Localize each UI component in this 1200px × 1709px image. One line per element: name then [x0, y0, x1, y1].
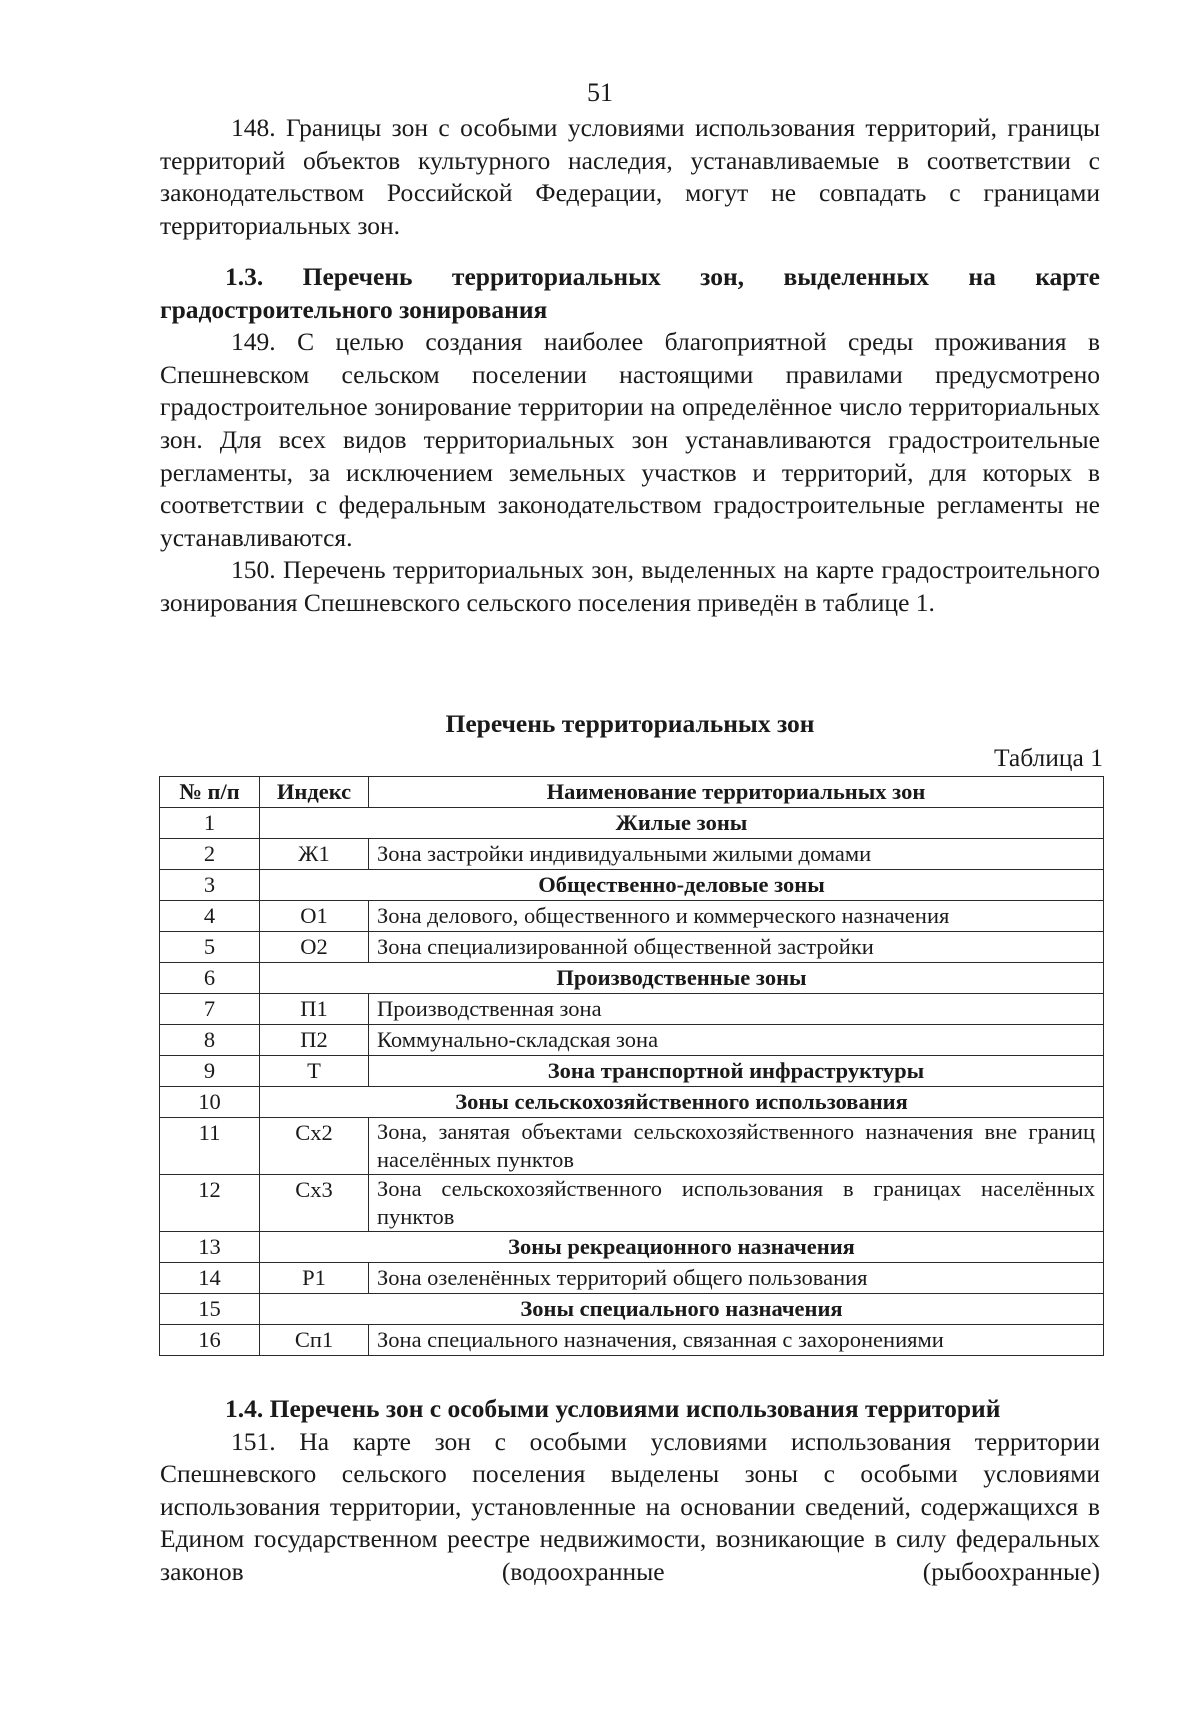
zone-index: Ж1 — [260, 839, 369, 870]
table-row — [160, 1263, 1104, 1294]
header-zone-name: Наименование территориальных зон — [369, 777, 1104, 808]
zone-index: Сх3 — [260, 1175, 369, 1232]
page-number: 51 — [587, 78, 613, 107]
heading-section-1-4: 1.4. Перечень зон с особыми условиями использования территорий — [225, 1394, 1001, 1423]
table-row — [160, 994, 1104, 1025]
table-row — [160, 1056, 1104, 1087]
paragraph-149: 149. С целью создания наиболее благоприятной среды проживания в Спешневском сельском поселении настоящими правилами предусмотрено градостроительное зонирование территории на определённое число территориальных зон. Для всех видов территориальных зон устанавливаются градостроительные регламенты, за исключением земельных участков и территорий, для которых в соответствии с федеральным законодательством градостроительные регламенты не устанавливаются. — [160, 327, 1100, 552]
row-number: 1 — [160, 808, 260, 839]
zone-group-label: Зоны специального назначения — [260, 1294, 1104, 1325]
zone-group-label: Зоны рекреационного назначения — [260, 1232, 1104, 1263]
row-number: 8 — [160, 1025, 260, 1056]
table-row — [160, 839, 1104, 870]
row-number: 14 — [160, 1263, 260, 1294]
zone-index: П2 — [260, 1025, 369, 1056]
heading-section-1-3: 1.3. Перечень территориальных зон, выделенных на карте градостроительного зонирования — [160, 262, 1100, 324]
row-number: 5 — [160, 932, 260, 963]
table-row — [160, 1175, 1104, 1232]
row-number: 9 — [160, 1056, 260, 1087]
section-1-4 — [160, 1393, 1100, 1589]
zone-name: Зона специального назначения, связанная с захоронениями — [369, 1325, 1104, 1356]
paragraph-148: 148. Границы зон с особыми условиями использования территорий, границы территорий объектов культурного наследия, устанавливаемые в соответствии с законодательством Российской Федерации, могут не совпадать с границами территориальных зон. — [160, 113, 1100, 240]
table-row — [160, 1325, 1104, 1356]
zone-name: Зона делового, общественного и коммерческого назначения — [369, 901, 1104, 932]
table-row — [160, 1087, 1104, 1118]
header-number: № п/п — [160, 777, 260, 808]
row-number: 4 — [160, 901, 260, 932]
zone-index: Сп1 — [260, 1325, 369, 1356]
zones-table — [159, 776, 1104, 1356]
row-number: 6 — [160, 963, 260, 994]
row-number: 11 — [160, 1118, 260, 1175]
zone-group-label: Зоны сельскохозяйственного использования — [260, 1087, 1104, 1118]
row-number: 10 — [160, 1087, 260, 1118]
row-number: 13 — [160, 1232, 260, 1263]
table-row — [160, 901, 1104, 932]
zone-group-label: Производственные зоны — [260, 963, 1104, 994]
zone-name: Зона специализированной общественной застройки — [369, 932, 1104, 963]
row-number: 2 — [160, 839, 260, 870]
zone-name: Зона застройки индивидуальными жилыми домами — [369, 839, 1104, 870]
zone-group-label: Общественно-деловые зоны — [260, 870, 1104, 901]
table-row — [160, 1232, 1104, 1263]
table-header-row — [160, 777, 1104, 808]
header-index: Индекс — [260, 777, 369, 808]
row-number: 3 — [160, 870, 260, 901]
zone-name-bold: Зона транспортной инфраструктуры — [369, 1056, 1104, 1087]
zone-index: Т — [260, 1056, 369, 1087]
paragraph-148-block — [160, 112, 1100, 242]
row-number: 7 — [160, 994, 260, 1025]
table-title: Перечень территориальных зон — [445, 709, 815, 738]
zone-name: Зона сельскохозяйственного использования в границах населённых пунктов — [369, 1175, 1104, 1232]
row-number: 12 — [160, 1175, 260, 1232]
zone-index: Сх2 — [260, 1118, 369, 1175]
table-row — [160, 1294, 1104, 1325]
table-row — [160, 808, 1104, 839]
table-row — [160, 1025, 1104, 1056]
zone-index: П1 — [260, 994, 369, 1025]
zone-name: Зона озеленённых территорий общего пользования — [369, 1263, 1104, 1294]
zone-group-label: Жилые зоны — [260, 808, 1104, 839]
table-row — [160, 870, 1104, 901]
zone-name: Коммунально-складская зона — [369, 1025, 1104, 1056]
paragraph-151: 151. На карте зон с особыми условиями использования территории Спешневского сельского поселения выделены зоны с особыми условиями использования территории, установленные на основании сведений, содержащихся в Едином государственном реестре недвижимости, возникающие в силу федеральных законов (водоохранные (рыбоохранные) — [160, 1426, 1100, 1586]
table-row — [160, 963, 1104, 994]
zone-index: Р1 — [260, 1263, 369, 1294]
table-row — [160, 1118, 1104, 1175]
zone-name: Зона, занятая объектами сельскохозяйственного назначения вне границ населённых пунктов — [369, 1118, 1104, 1175]
row-number: 16 — [160, 1325, 260, 1356]
row-number: 15 — [160, 1294, 260, 1325]
zone-index: О2 — [260, 932, 369, 963]
table-caption: Таблица 1 — [993, 743, 1103, 772]
table-row — [160, 932, 1104, 963]
zone-name: Производственная зона — [369, 994, 1104, 1025]
section-1-3 — [160, 261, 1100, 620]
paragraph-150: 150. Перечень территориальных зон, выделенных на карте градостроительного зонирования Спешневского сельского поселения приведён в таблице 1. — [160, 555, 1100, 617]
zone-index: О1 — [260, 901, 369, 932]
